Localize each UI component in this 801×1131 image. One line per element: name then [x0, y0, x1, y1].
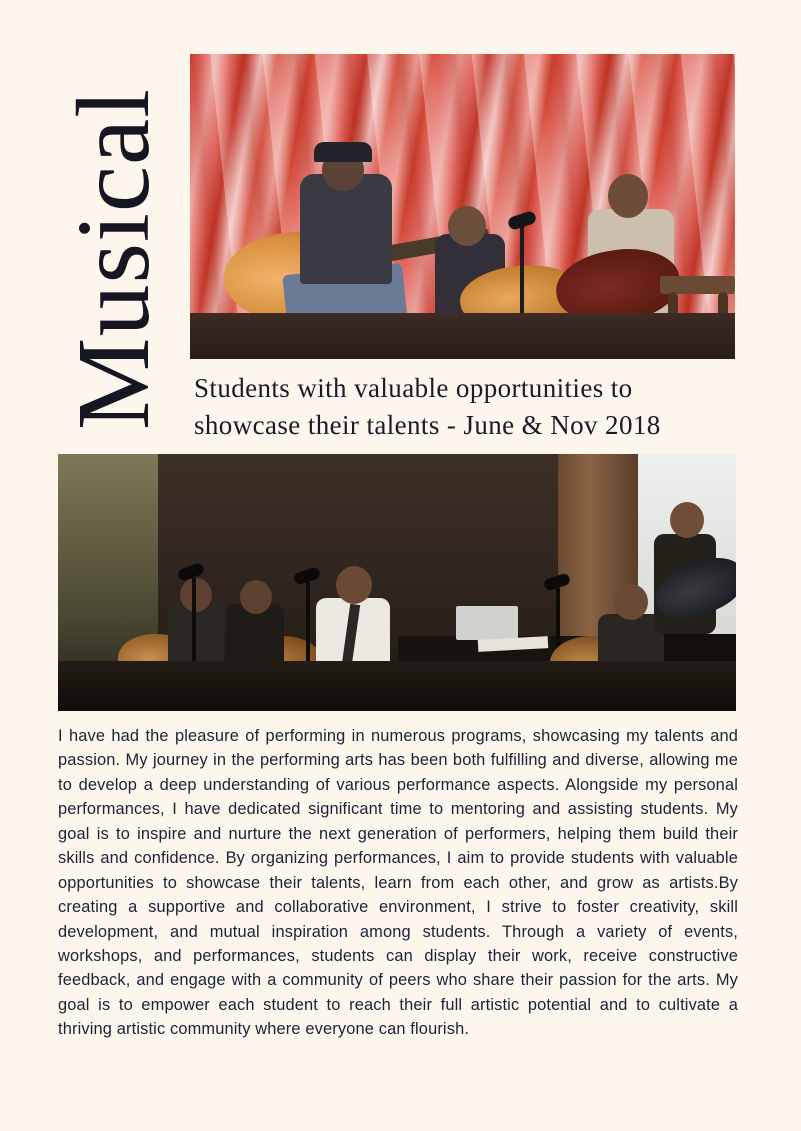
body-paragraph: I have had the pleasure of performing in numerous programs, showcasing my talents and passion. My journey in the performing arts has been both fulfilling and diverse, allowing me to develop a deep understanding of various performance aspects. Alongside my personal performances, I have dedicated significant time to mentoring and assisting students. My goal is to inspire and nurture the next generation of performers, helping them build their skills and confidence. By organizing performances, I aim to provide students with valuable opportunities to showcase their talents, learn from each other, and grow as artists.By creating a supportive and collaborative environment, I strive to foster creativity, skill development, and mutual inspiration among students. Through a variety of events, workshops, and performances, students can display their work, receive constructive feedback, and engage with a community of peers who share their passion for the arts. My goal is to empower each student to reach their full artistic potential and to cultivate a thriving artistic community where everyone can flourish.	[58, 727, 738, 1039]
band-member-four-head	[614, 584, 648, 620]
hall-floor	[58, 661, 736, 711]
cap-icon	[314, 142, 372, 162]
hall-performance-photo	[58, 454, 736, 711]
photo-caption: Students with valuable opportunities to showcase their talents - June & Nov 2018	[194, 373, 661, 440]
performer-two-head	[448, 206, 486, 246]
stage-floor	[190, 313, 735, 359]
performer-three-head	[608, 174, 648, 218]
band-member-three-head	[336, 566, 372, 604]
band-member-five-head	[670, 502, 704, 538]
laptop-icon	[456, 606, 518, 640]
page-title: Musical	[56, 87, 171, 430]
stage-performance-photo	[190, 54, 735, 359]
vertical-page-title	[48, 40, 178, 440]
band-member-two-head	[240, 580, 272, 614]
band-member-one-head	[180, 578, 212, 612]
